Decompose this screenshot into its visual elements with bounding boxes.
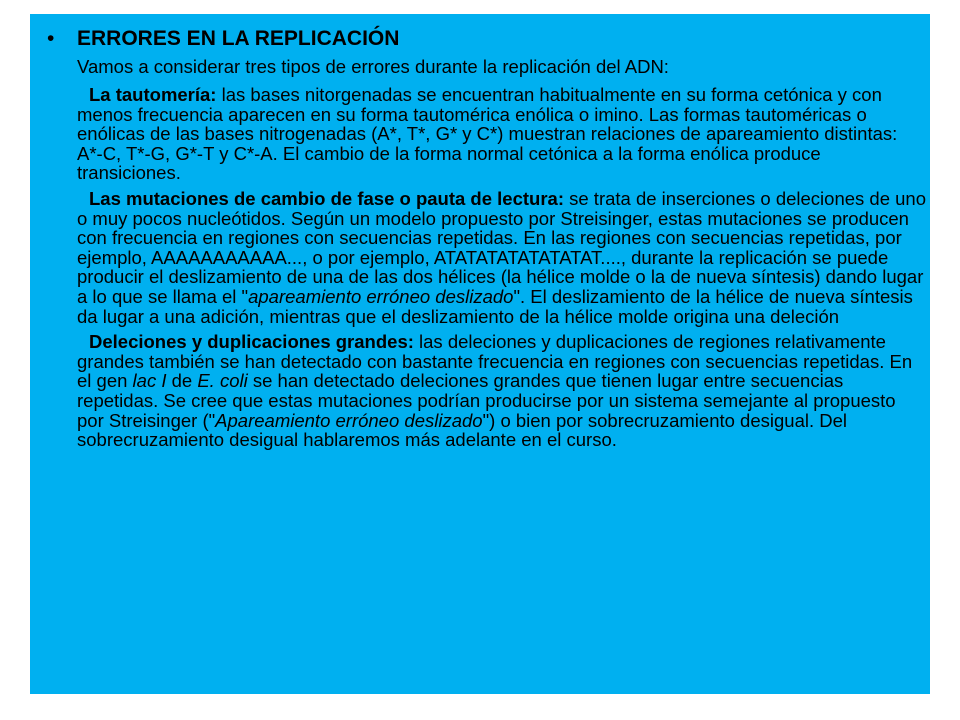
italic-apareamiento-2: Apareamiento erróneo deslizado xyxy=(215,409,483,431)
slide-content xyxy=(47,24,927,451)
paragraph-deleciones xyxy=(77,332,927,450)
text-cambio-de-fase-2: ". El deslizamiento de la hélice de nueva síntesis da lugar a una adición, mientras que el deslizamiento de la hélice molde origina una deleción xyxy=(77,285,913,327)
paragraph-cambio-de-fase xyxy=(77,189,927,326)
text-deleciones-2: de xyxy=(166,370,198,392)
italic-apareamiento: apareamiento erróneo deslizado xyxy=(248,285,514,307)
slide-background xyxy=(30,14,930,694)
term-cambio-de-fase: Las mutaciones de cambio de fase o pauta de lectura: xyxy=(89,187,564,209)
text-deleciones-3: se han detectado deleciones grandes que tienen lugar entre secuencias repetidas. Se cree que estas mutaciones podrían producirse por un sistema semejante al propuesto por Streisinger (" xyxy=(77,370,896,431)
slide-title: ERRORES EN LA REPLICACIÓN xyxy=(77,27,400,50)
paragraph-tautomeria xyxy=(77,85,927,183)
text-tautomeria: las bases nitorgenadas se encuentran habitualmente en su forma cetónica y con menos frecuencia aparecen en su forma tautomérica enólica o imino. Las formas tautoméricas o enólicas de las bases nitrogenadas (A*, T*, G* y C*) muestran relaciones de apareamiento distintas: A*-C, T*-G, G*-T y C*-A. El cambio de la forma normal cetónica a la forma enólica produce transiciones. xyxy=(77,84,898,184)
term-tautomeria: La tautomería: xyxy=(89,84,217,105)
italic-e-coli: E. coli xyxy=(197,370,248,392)
italic-lac-i: lac I xyxy=(132,370,167,392)
term-deleciones: Deleciones y duplicaciones grandes: xyxy=(89,331,414,353)
text-cambio-de-fase-1: se trata de inserciones o deleciones de uno o muy pocos nucleótidos. Según un modelo propuesto por Streisinger, estas mutaciones se producen con frecuencia en regiones con secuencias repetidas. En las regiones con secuencias repetidas, por ejemplo, AAAAAAAAAAA..., o por ejemplo, ATATATATATATATAT...., durante la replicación se puede producir el deslizamiento de una de las dos hélices (la hélice molde o la de nueva síntesis) dando lugar a lo que se llama el " xyxy=(77,187,926,307)
text-deleciones-1: las deleciones y duplicaciones de regiones relativamente grandes también se han detectado con bastante frecuencia en regiones con secuencias repetidas. En el gen xyxy=(77,331,913,392)
text-deleciones-4: ") o bien por sobrecruzamiento desigual. Del sobrecruzamiento desigual hablaremos más adelante en el curso. xyxy=(77,409,848,451)
bullet-marker: • xyxy=(47,27,55,50)
intro-text: Vamos a considerar tres tipos de errores durante la replicación del ADN: xyxy=(77,56,669,77)
